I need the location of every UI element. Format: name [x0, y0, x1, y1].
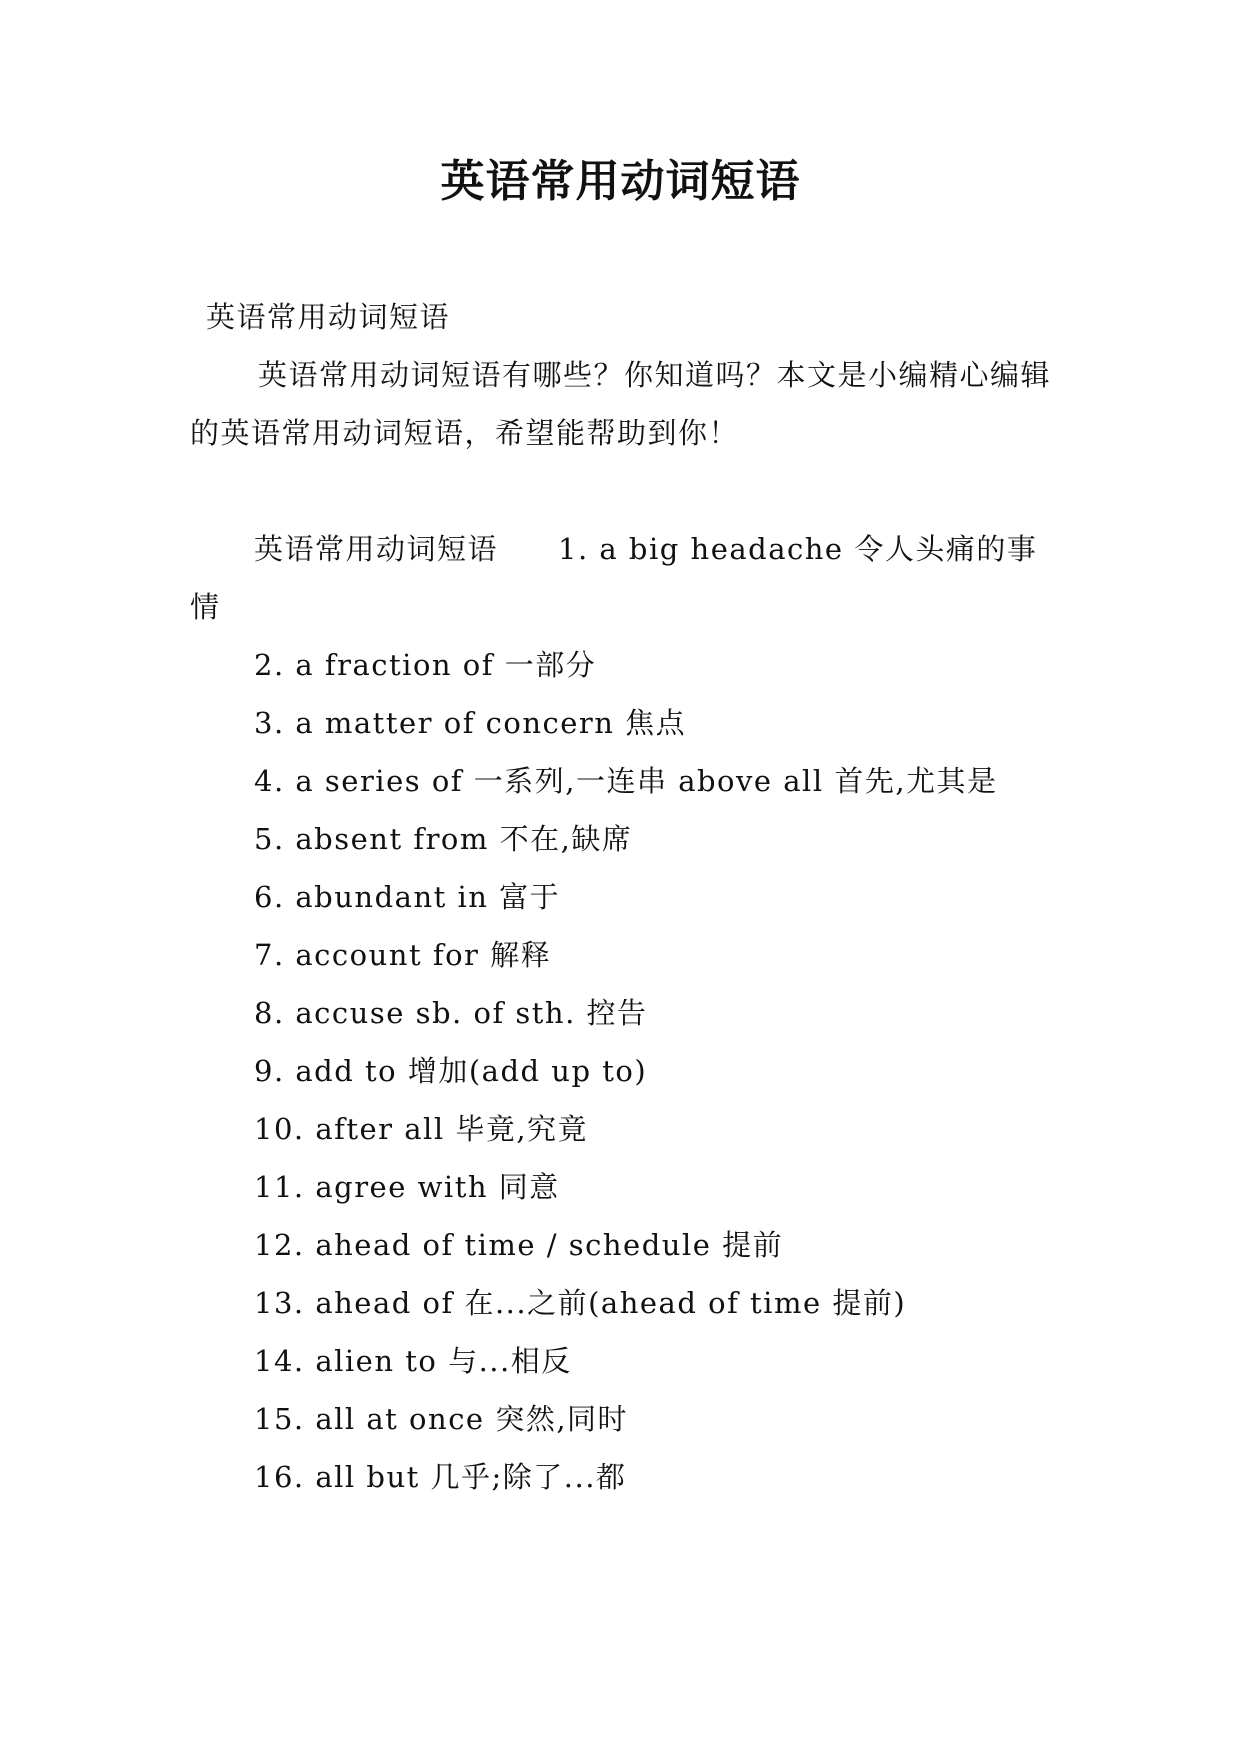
- list-heading: 英语常用动词短语: [254, 532, 499, 566]
- list-item: 3. a matter of concern 焦点: [254, 706, 687, 740]
- list-item: 4. a series of 一系列,一连串 above all 首先,尤其是: [254, 764, 998, 798]
- list-item: 2. a fraction of 一部分: [254, 648, 597, 682]
- list-item: 5. absent from 不在,缺席: [254, 822, 633, 856]
- list-item: 13. ahead of 在...之前(ahead of time 提前): [254, 1286, 907, 1320]
- list-item: 6. abundant in 富于: [254, 880, 561, 914]
- list-item: 11. agree with 同意: [254, 1170, 560, 1204]
- phrase-list: [190, 520, 1056, 1506]
- list-item: 14. alien to 与...相反: [254, 1344, 572, 1378]
- document-title: 英语常用动词短语: [440, 156, 801, 207]
- list-item-text: 1. a big headache 令人头痛的事情: [190, 532, 1038, 624]
- document-subtitle: 英语常用动词短语: [206, 300, 451, 334]
- intro-paragraph: 英语常用动词短语有哪些？你知道吗？本文是小编精心编辑的英语常用动词短语，希望能帮助到你！: [190, 358, 1052, 450]
- list-item: 12. ahead of time / schedule 提前: [254, 1228, 784, 1262]
- list-item: 9. add to 增加(add up to): [254, 1054, 648, 1088]
- list-item: 10. after all 毕竟,究竟: [254, 1112, 589, 1146]
- list-item: [190, 520, 1056, 636]
- list-item: 7. account for 解释: [254, 938, 552, 972]
- list-item: 15. all at once 突然,同时: [254, 1402, 629, 1436]
- list-item: 16. all but 几乎;除了...都: [254, 1460, 627, 1494]
- list-item: 8. accuse sb. of sth. 控告: [254, 996, 648, 1030]
